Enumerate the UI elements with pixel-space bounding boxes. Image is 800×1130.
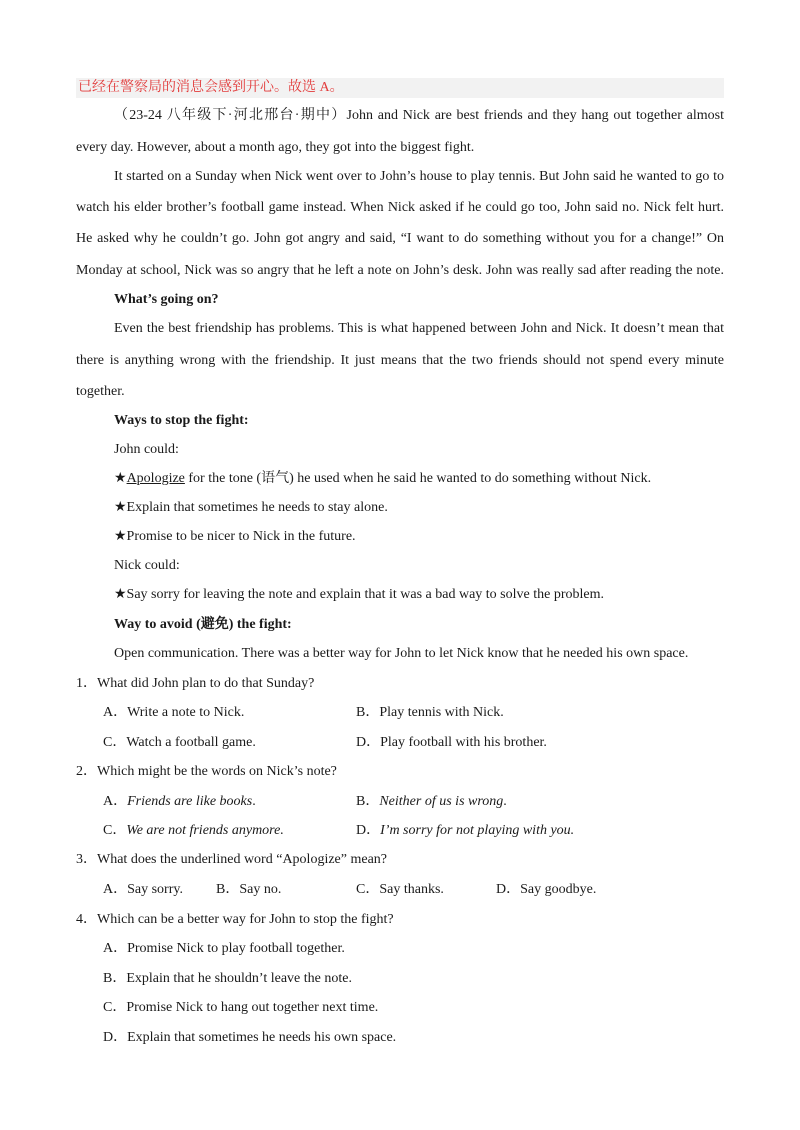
bullet-apologize [114,470,724,488]
question-1-option-c: C．Watch a football game. [103,735,256,750]
question-4-option-d: D．Explain that sometimes he needs his own space. [103,1030,397,1045]
question-1-option-a: A．Write a note to Nick. [103,705,245,720]
question-1-option-d: D．Play football with his brother. [356,735,547,750]
option-end: . [252,794,256,809]
star-icon: ★ [114,471,127,486]
heading-way-to-avoid: Way to avoid (避免) the fight: [114,617,292,632]
bullet-say-sorry: ★Say sorry for leaving the note and explain that it was a bad way to solve the problem. [114,587,604,602]
underlined-word-apologize: Apologize [126,471,185,486]
passage-line: （23-24 八年级下·河北邢台·期中）John and Nick are best friends and they hang out together almost [114,108,724,123]
passage-line: every day. However, about a month ago, they got into the biggest fight. [76,140,475,155]
option-text: Friends are like books [127,794,253,809]
john-could-label: John could: [114,442,179,457]
passage-line: together. [76,384,125,399]
passage-line: It started on a Sunday when Nick went over to John’s house to play tennis. But John said he wanted to go to [114,169,724,184]
question-4-option-b: B．Explain that he shouldn’t leave the note. [103,971,352,986]
passage-line: Monday at school, Nick was so angry that he left a note on John’s desk. John was really sad after reading the note. [76,263,724,278]
question-4-option-c: C．Promise Nick to hang out together next time. [103,1000,379,1015]
question-3-option-c: C．Say thanks. [356,882,444,897]
question-2-option-c [103,822,284,840]
option-letter: A． [103,794,128,809]
question-4-option-a: A．Promise Nick to play football together. [103,941,345,956]
option-text: I’m sorry for not playing with you. [380,823,575,838]
heading-whats-going-on: What’s going on? [114,292,219,307]
question-2-stem: 2．Which might be the words on Nick’s note? [76,764,337,779]
passage-line: there is anything wrong with the friendship. It just means that the two friends should not spend every minute [76,353,724,368]
heading-ways-to-stop: Ways to stop the fight: [114,413,249,428]
question-3-option-d: D．Say goodbye. [496,882,597,897]
passage-line: Open communication. There was a better way for John to let Nick know that he needed his own space. [114,646,689,661]
bullet-explain: ★Explain that sometimes he needs to stay alone. [114,500,388,515]
option-letter: D． [356,823,381,838]
question-3-option-b: B．Say no. [216,882,282,897]
nick-could-label: Nick could: [114,558,180,573]
question-3-stem: 3．What does the underlined word “Apologize” mean? [76,852,388,867]
question-2-option-d [356,822,574,840]
option-text: We are not friends anymore. [126,823,284,838]
question-1-option-b: B．Play tennis with Nick. [356,705,504,720]
answer-note: 已经在警察局的消息会感到开心。故选 A。 [78,80,344,95]
passage-line: watch his elder brother’s football game instead. When Nick asked if he could go too, John said no. Nick felt hurt. [76,200,724,215]
option-letter: C． [103,823,127,838]
option-text: Neither of us is wrong [379,794,504,809]
option-end: . [503,794,507,809]
question-4-stem: 4．Which can be a better way for John to stop the fight? [76,912,394,927]
question-2-option-b [356,793,507,811]
question-1-stem: 1．What did John plan to do that Sunday? [76,676,315,691]
bullet-text: for the tone (语气) he used when he said he wanted to do something without Nick. [184,471,652,486]
passage-line: He asked why he couldn’t go. John got angry and said, “I want to do something without you for a change!” On [76,231,724,246]
bullet-promise: ★Promise to be nicer to Nick in the future. [114,529,356,544]
passage-line: Even the best friendship has problems. This is what happened between John and Nick. It doesn’t mean that [114,321,724,336]
question-2-option-a [103,793,256,811]
question-3-option-a: A．Say sorry. [103,882,183,897]
option-letter: B． [356,794,380,809]
